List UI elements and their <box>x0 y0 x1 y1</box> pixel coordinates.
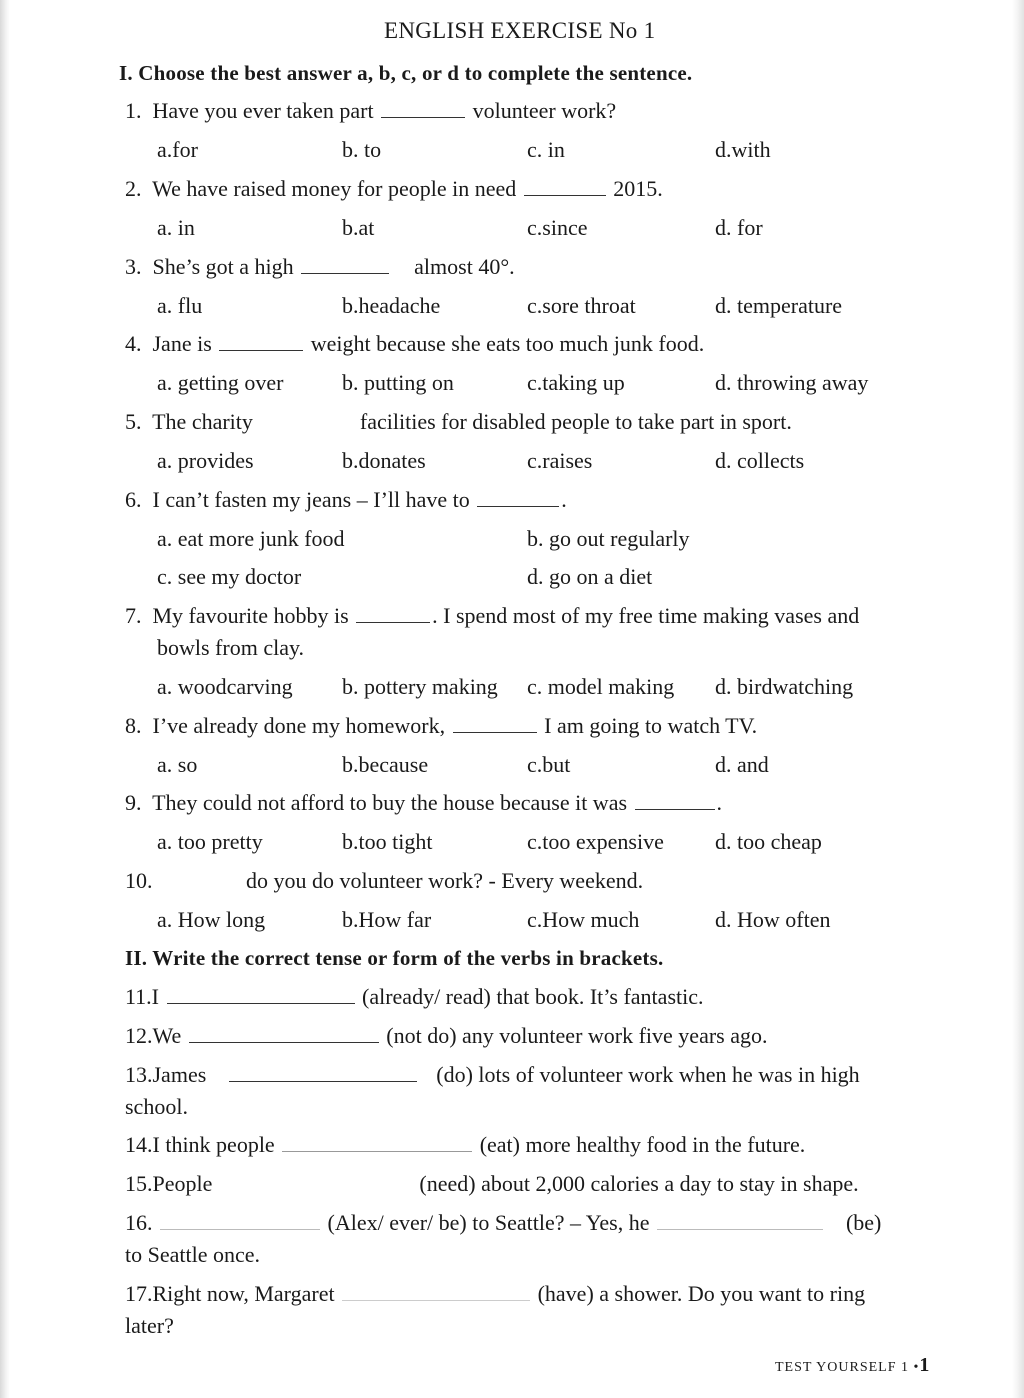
option-c[interactable]: c.but <box>527 752 571 777</box>
option-d[interactable]: d. too cheap <box>715 829 822 854</box>
answer-blank[interactable] <box>635 790 715 810</box>
option-d[interactable]: d. throwing away <box>715 370 869 395</box>
question-2: 2. We have raised money for people in need 2015. <box>125 176 663 201</box>
option-d[interactable]: d.with <box>715 137 771 162</box>
option-a[interactable]: a. woodcarving <box>157 674 293 699</box>
verb-item-14: 14.I think people (eat) more healthy food in the future. <box>125 1132 806 1157</box>
page-footer <box>775 1354 929 1377</box>
verb-item-16: 16. (Alex/ ever/ be) to Seattle? – Yes, he (be) <box>125 1210 882 1235</box>
verb-item-15: 15.People (need) about 2,000 calories a day to stay in shape. <box>125 1171 859 1196</box>
option-b[interactable]: b.headache <box>342 293 441 318</box>
option-c[interactable]: c. see my doctor <box>157 564 302 589</box>
option-b[interactable]: b. putting on <box>342 370 454 395</box>
verb-answer-blank[interactable] <box>342 1281 530 1301</box>
option-c[interactable]: c.since <box>527 215 588 240</box>
option-a[interactable]: a. How long <box>157 907 266 932</box>
option-d[interactable]: d. How often <box>715 907 831 932</box>
question-7-continuation: bowls from clay. <box>157 635 305 660</box>
option-a[interactable]: a. too pretty <box>157 829 263 854</box>
option-a[interactable]: a. flu <box>157 293 203 318</box>
question-8: 8. I’ve already done my homework, I am going to watch TV. <box>125 713 758 738</box>
question-9: 9. They could not afford to buy the house because it was . <box>125 790 723 815</box>
option-c[interactable]: c. in <box>527 137 565 162</box>
answer-blank[interactable] <box>301 254 389 274</box>
question-6: 6. I can’t fasten my jeans – I’ll have to . <box>125 487 567 512</box>
verb-answer-blank[interactable] <box>189 1023 379 1043</box>
option-c[interactable]: c.too expensive <box>527 829 664 854</box>
question-10: do you do volunteer work? - Every weekend. <box>246 868 644 893</box>
option-b[interactable]: b.How far <box>342 907 432 932</box>
answer-blank[interactable] <box>356 603 430 623</box>
option-a[interactable]: a. in <box>157 215 195 240</box>
answer-blank[interactable] <box>453 713 537 733</box>
question-4: 4. Jane is weight because she eats too much junk food. <box>125 331 705 356</box>
option-b[interactable]: b.at <box>342 215 375 240</box>
footer-label: TEST YOURSELF 1 • <box>775 1360 920 1375</box>
question-10-number: 10. <box>125 868 153 893</box>
section-1-heading: I. Choose the best answer a, b, c, or d to complete the sentence. <box>119 61 693 85</box>
answer-blank[interactable] <box>381 98 465 118</box>
option-b[interactable]: b.donates <box>342 448 426 473</box>
option-d[interactable]: d. birdwatching <box>715 674 854 699</box>
option-d[interactable]: d. go on a diet <box>527 564 653 589</box>
verb-answer-blank[interactable] <box>167 984 355 1004</box>
verb-answer-blank[interactable] <box>657 1210 823 1230</box>
page-number: 1 <box>919 1354 930 1376</box>
verb-answer-blank[interactable] <box>160 1210 320 1230</box>
option-a[interactable]: a. so <box>157 752 198 777</box>
question-5: 5. The charity facilities for disabled people to take part in sport. <box>125 409 792 434</box>
verb-item-17: 17.Right now, Margaret (have) a shower. Do you want to ring <box>125 1281 866 1306</box>
option-b[interactable]: b. pottery making <box>342 674 498 699</box>
option-c[interactable]: c. model making <box>527 674 675 699</box>
verb-item-13-continuation: school. <box>125 1094 188 1119</box>
option-c[interactable]: c.raises <box>527 448 593 473</box>
option-d[interactable]: d. temperature <box>715 293 843 318</box>
option-b[interactable]: b. to <box>342 137 382 162</box>
answer-blank[interactable] <box>219 331 303 351</box>
option-a[interactable]: a. eat more junk food <box>157 526 345 551</box>
option-d[interactable]: d. collects <box>715 448 805 473</box>
verb-answer-blank[interactable] <box>229 1062 417 1082</box>
page-shadow-left <box>0 0 10 1398</box>
option-c[interactable]: c.sore throat <box>527 293 636 318</box>
option-d[interactable]: d. for <box>715 215 763 240</box>
page-shadow-right <box>1012 0 1024 1398</box>
option-d[interactable]: d. and <box>715 752 769 777</box>
option-c[interactable]: c.taking up <box>527 370 625 395</box>
option-b[interactable]: b. go out regularly <box>527 526 690 551</box>
page-title: ENGLISH EXERCISE No 1 <box>384 18 656 43</box>
section-2-heading: II. Write the correct tense or form of the verbs in brackets. <box>125 946 664 970</box>
verb-item-17-continuation: later? <box>125 1313 174 1338</box>
option-a[interactable]: a. getting over <box>157 370 284 395</box>
verb-item-16-continuation: to Seattle once. <box>125 1242 261 1267</box>
option-a[interactable]: a. provides <box>157 448 254 473</box>
question-3: 3. She’s got a high almost 40°. <box>125 254 515 279</box>
option-c[interactable]: c.How much <box>527 907 640 932</box>
question-7: 7. My favourite hobby is . I spend most of my free time making vases and <box>125 603 860 628</box>
answer-blank[interactable] <box>524 176 606 196</box>
verb-item-12: 12.We (not do) any volunteer work five years ago. <box>125 1023 768 1048</box>
option-b[interactable]: b.too tight <box>342 829 433 854</box>
verb-item-11: 11.I (already/ read) that book. It’s fantastic. <box>125 984 704 1009</box>
answer-blank[interactable] <box>477 487 559 507</box>
option-b[interactable]: b.because <box>342 752 429 777</box>
verb-answer-blank[interactable] <box>282 1132 472 1152</box>
verb-item-13: 13.James (do) lots of volunteer work when he was in high <box>125 1062 860 1087</box>
question-1: 1. Have you ever taken part volunteer work? <box>125 98 617 123</box>
option-a[interactable]: a.for <box>157 137 198 162</box>
